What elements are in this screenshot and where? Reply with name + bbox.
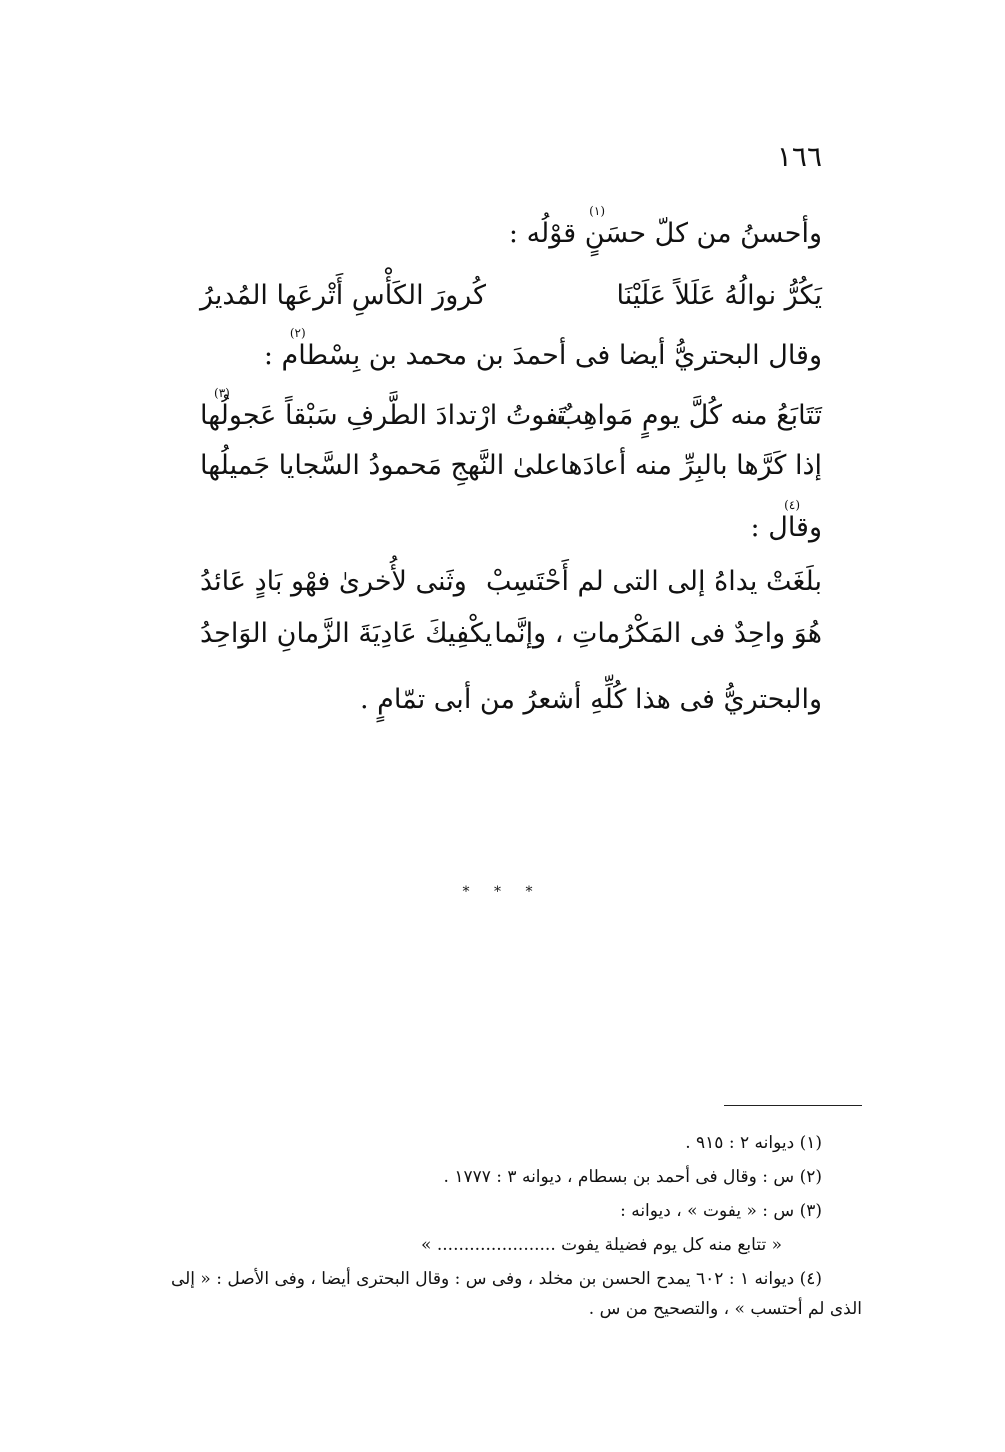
verse-5-first-hemistich: هُوَ واحِدٌ فى المَكْرُماتِ ، وإنَّما <box>494 618 822 649</box>
verse-5-second-hemistich: يكْفِيكَ عَادِيَةَ الزَّمانِ الوَاحِدُ <box>200 618 493 649</box>
verse-3-first-hemistich: إذا كَرَّها بالبِرِّ منه أعادَها <box>560 450 822 481</box>
verse-1-first-hemistich: يَكُرُّ نوالُهُ عَلَلاً عَلَيْنَا <box>616 280 822 311</box>
intro-text: وقال : <box>750 512 822 543</box>
footnote-3-quote: « تتابع منه كل يوم فضيلة يفوت ...................... » <box>421 1235 782 1255</box>
verse-2-second-hemistich: تَفوتُ ارْتدادَ الطَّرفِ سَبْقاً عَجولُها <box>200 400 567 431</box>
footnote-ref-3: (٣) <box>214 386 230 400</box>
footnote-4-continuation: الذى لم أحتسب » ، والتصحيح من س . <box>588 1299 862 1319</box>
intro-text: وقال البحتريُّ أيضا فى أحمدَ بن محمد بن بِسْطام : <box>263 340 822 371</box>
verse-1-second-hemistich: كُرورَ الكَأْسِ أَتْرعَها المُديرُ <box>200 280 487 311</box>
footnote-2: (٢) س : وقال فى أحمد بن بسطام ، ديوانه ٣ : ١٧٧٧ . <box>443 1167 822 1187</box>
footnote-1: (١) ديوانه ٢ : ٩١٥ . <box>685 1133 822 1153</box>
intro-text: وأحسنُ من كلّ حسَنٍ قوْلُه : <box>508 218 822 249</box>
section-separator: * * * <box>462 884 543 900</box>
page-number: ١٦٦ <box>776 140 822 173</box>
footnote-ref-1: (١) <box>589 204 605 218</box>
footnote-ref-4: (٤) <box>784 498 800 512</box>
verse-4-first-hemistich: بلَغَتْ يداهُ إلى التى لم أَحْتَسِبْ <box>486 566 822 597</box>
footnote-4: (٤) ديوانه ١ : ٦٠٢ يمدح الحسن بن مخلد ، وفى س : وقال البحترى أيضا ، وفى الأصل : « إلى <box>170 1269 822 1289</box>
intro-line-3 <box>750 498 822 544</box>
footnote-divider <box>724 1105 862 1106</box>
closing-line: والبحتريُّ فى هذا كُلِّهِ أشعرُ من أبى تمّامٍ . <box>359 684 822 715</box>
verse-2-first-hemistich: تَتَابَعُ منه كُلَّ يومٍ مَواهِبٌ <box>556 400 822 431</box>
verse-4-second-hemistich: وثَنى لأُخرىٰ فهْو بَادٍ عَائدُ <box>200 566 467 597</box>
footnote-3: (٣) س : « يفوت » ، ديوانه : <box>620 1201 822 1221</box>
verse-3-second-hemistich: علىٰ النَّهجِ مَحمودُ السَّجايا جَميلُها <box>200 450 561 481</box>
intro-line-2 <box>263 326 822 372</box>
footnote-ref-2: (٢) <box>289 326 306 340</box>
intro-line-1 <box>508 204 822 250</box>
